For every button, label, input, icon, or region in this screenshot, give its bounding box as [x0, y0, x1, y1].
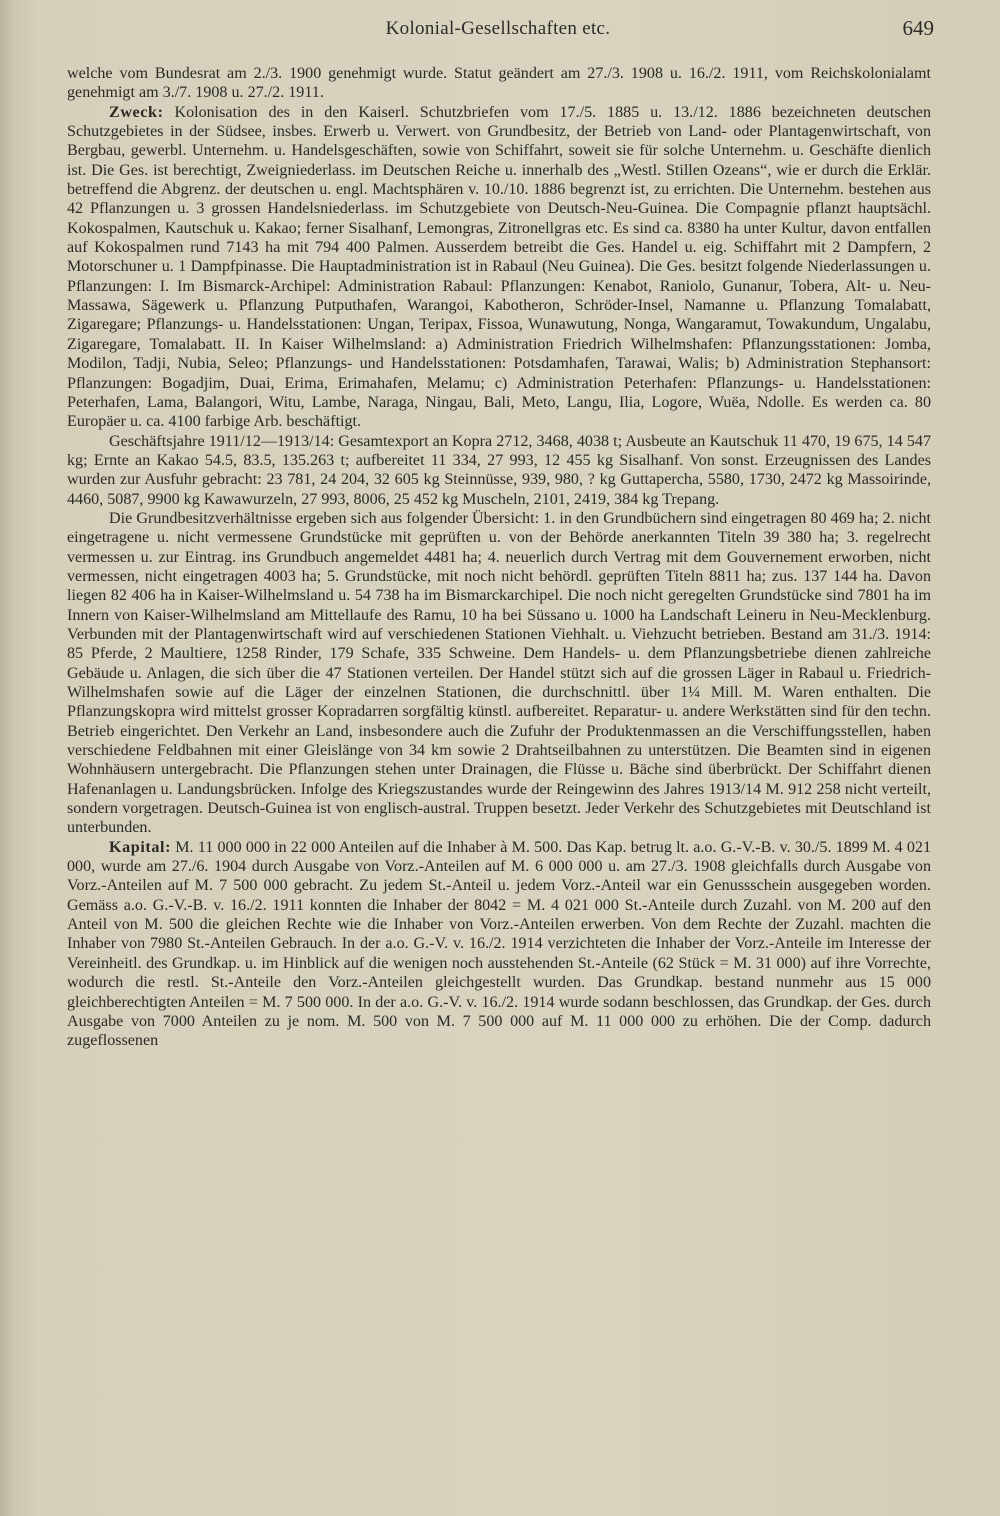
section-label-zweck: Zweck: — [109, 103, 164, 121]
section-label-kapital: Kapital: — [109, 838, 172, 856]
paragraph-grundbesitz — [67, 509, 931, 838]
paragraph-kapital — [67, 838, 931, 1051]
page-number: 649 — [902, 16, 934, 40]
paragraph-statute — [67, 64, 931, 103]
page-header — [62, 14, 934, 44]
running-title: Kolonial-Gesellschaften etc. — [385, 18, 611, 39]
paragraph-zweck-text: Kolonisation des in den Kaiserl. Schutzbriefen vom 17./5. 1885 u. 13./12. 1886 bezeichneten deutschen Schutzgebietes in der Südsee, insbes. Erwerb u. Verwert. von Grundbesitz, der Betrieb von Land- oder Plantagenwirtschaft, von Bergbau, gewerbl. Unternehm. u. Handelsgeschäften, sowie von Schiffahrt, soweit sie für solche Unternehm. u. Geschäfte dienlich ist. Die Ges. ist berechtigt, Zweigniederlass. im Deutschen Reiche u. innerhalb des „Westl. Stillen Ozeans“, wie er durch die Erklär. betreffend die Abgrenz. der deutschen u. engl. Machtsphären v. 10./10. 1886 begrenzt ist, zu errichten. Die Unternehm. bestehen aus 42 Pflanzungen u. 3 grossen Handelsniederlass. im Schutzgebiete von Deutsch-Neu-Guinea. Die Compagnie pflanzt hauptsächl. Kokospalmen, Kautschuk u. Kakao; ferner Sisalhanf, Lemongras, Zitronellgras etc. Es sind ca. 8380 ha unter Kultur, davon entfallen auf Kokospalmen rund 7143 ha mit 794 400 Palmen. Ausserdem betreibt die Ges. Handel u. eig. Schiffahrt mit 2 Dampfern, 2 Motorschuner u. 1 Dampfpinasse. Die Hauptadministration ist in Rabaul (Neu Guinea). Die Ges. besitzt folgende Niederlassungen u. Pflanzungen: I. Im Bismarck-Archipel: Administration Rabaul: Pflanzungen: Kenabot, Raniolo, Gunanur, Tobera, Alt- u. Neu-Massawa, Sägewerk u. Pflanzung Putputhafen, Warangoi, Kabotheron, Schröder-Insel, Namanne u. Pflanzung Tomalabatt, Zigaregare; Pflanzungs- u. Handelsstationen: Ungan, Teripax, Fissoa, Wunawutung, Nonga, Wangaramut, Towakundum, Ungalabu, Zigaregare, Tomalabatt. II. In Kaiser Wilhelmsland: a) Administration Friedrich Wilhelmshafen: Pflanzungsstationen: Jomba, Modilon, Tadji, Nubia, Seleo; Pflanzungs- und Handelsstationen: Potsdamhafen, Tarawai, Walis; b) Administration Stephansort: Pflanzungen: Bogadjim, Duai, Erima, Erimahafen, Melamu; c) Administration Peterhafen: Pflanzungs- u. Handelsstationen: Peterhafen, Lama, Balangori, Witu, Lambe, Naraga, Ningau, Bali, Meto, Langu, Ilia, Logore, Wuëa, Ndolle. Es werden ca. 80 Europäer u. ca. 4100 farbige Arb. beschäftigt. — [67, 103, 931, 431]
paragraph-geschaeftsjahre — [67, 432, 931, 509]
paragraph-geschaeftsjahre-text: Geschäftsjahre 1911/12—1913/14: Gesamtexport an Kopra 2712, 3468, 4038 t; Ausbeute an Kautschuk 11 470, 19 675, 14 547 kg; Ernte an Kakao 54.5, 83.5, 135.263 t; aufbereitet 11 334, 27 993, 12 455 kg Sisalhanf. Von sonst. Erzeugnissen des Landes wurden zur Ausfuhr gebracht: 23 781, 24 204, 32 605 kg Steinnüsse, 939, 980, ? kg Guttapercha, 5580, 1730, 2472 kg Massoirinde, 4460, 5087, 9900 kg Kawawurzeln, 27 993, 8006, 25 452 kg Muscheln, 2101, 2419, 384 kg Trepang. — [67, 432, 931, 508]
paragraph-zweck — [67, 103, 931, 432]
paragraph-statute-text: welche vom Bundesrat am 2./3. 1900 genehmigt wurde. Statut geändert am 27./3. 1908 u. 16./2. 1911, vom Reichskolonialamt genehmigt am 3./7. 1908 u. 27./2. 1911. — [67, 65, 931, 102]
paragraph-grundbesitz-text: Die Grundbesitzverhältnisse ergeben sich aus folgender Übersicht: 1. in den Grundbüchern sind eingetragen 80 469 ha; 2. nicht eingetragene u. nicht vermessene Grundstücke mit geprüften u. von der Behörde anerkannten Titeln 39 380 ha; 3. regelrecht vermessen u. zur Eintrag. ins Grundbuch angemeldet 4481 ha; 4. neuerlich durch Vertrag mit dem Gouvernement erworben, nicht vermessen, nicht eingetragen 4003 ha; 5. Grundstücke, mit noch nicht behördl. geprüften Titeln 8811 ha; zus. 137 144 ha. Davon liegen 82 406 ha in Kaiser-Wilhelmsland u. 54 738 ha im Bismarckarchipel. Die noch nicht geregelten Grundstücke sind 7801 ha im Innern von Kaiser-Wilhelmsland am Mittellaufe des Ramu, 10 ha bei Süssano u. 1000 ha Landschaft Leineru in Neu-Mecklenburg. Verbunden mit der Plantagenwirtschaft wird auf verschiedenen Stationen Viehhalt. u. Viehzucht betrieben. Bestand am 31./3. 1914: 85 Pferde, 2 Maultiere, 1258 Rinder, 179 Schafe, 335 Schweine. Dem Handels- u. dem Pflanzungsbetriebe dienen zahlreiche Gebäude u. Anlagen, die sich über die 47 Stationen verteilen. Der Handel stützt sich auf die grossen Läger in Rabaul u. Friedrich-Wilhelmshafen sowie auf die Läger der einzelnen Stationen, die durchschnittl. über 1¼ Mill. M. Waren enthalten. Die Pflanzungskopra wird mittelst grosser Kopradarren sorgfältig künstl. aufbereitet. Reparatur- u. andere Werkstätten sind für den techn. Betrieb eingerichtet. Den Verkehr an Land, insbesondere auch die Zufuhr der Produktenmassen an die Verschiffungsstellen, haben verschiedene Feldbahnen mit einer Gleislänge von 34 km sowie 2 Drahtseilbahnen zu unterstützen. Die Beamten sind in eigenen Wohnhäusern untergebracht. Die Pflanzungen stehen unter Drainagen, die Flüsse u. Bäche sind überbrückt. Der Schiffahrt dienen Hafenanlagen u. Landungsbrücken. Infolge des Kriegszustandes wurde der Reingewinn des Jahres 1913/14 M. 912 258 nicht verteilt, sondern vorgetragen. Deutsch-Guinea ist von englisch-austral. Truppen besetzt. Jeder Verkehr des Schutzgebietes mit Deutschland ist unterbunden. — [67, 509, 931, 837]
paragraph-kapital-text: M. 11 000 000 in 22 000 Anteilen auf die Inhaber à M. 500. Das Kap. betrug lt. a.o. G.-V.-B. v. 30./5. 1899 M. 4 021 000, wurde am 27./6. 1904 durch Ausgabe von Vorz.-Anteilen auf M. 6 000 000 u. am 27./3. 1908 gleichfalls durch Ausgabe von Vorz.-Anteilen auf M. 7 500 000 gebracht. Zu jedem St.-Anteil u. jedem Vorz.-Anteil war ein Genussschein ausgegeben worden. Gemäss a.o. G.-V.-B. v. 16./2. 1911 konnten die Inhaber der 8042 = M. 4 021 000 St.-Anteile durch Zuzahl. von M. 200 auf den Anteil von M. 500 die gleichen Rechte wie die Inhaber von Vorz.-Anteilen erwerben. Von dem Rechte der Zuzahl. machten die Inhaber von 7980 St.-Anteilen Gebrauch. In der a.o. G.-V. v. 16./2. 1914 verzichteten die Inhaber der Vorz.-Anteile im Interesse der Vereinheitl. des Grundkap. u. im Hinblick auf die wenigen noch ausstehenden St.-Anteile (62 Stück = M. 31 000) auf ihre Vorrechte, wodurch die restl. St.-Anteile den Vorz.-Anteilen gleichgestellt wurden. Das Grundkap. bestand nunmehr aus 15 000 gleichberechtigten Anteilen = M. 7 500 000. In der a.o. G.-V. v. 16./2. 1914 wurde sodann beschlossen, das Grundkap. der Ges. durch Ausgabe von 7000 Anteilen zu je nom. M. 500 von M. 7 500 000 auf M. 11 000 000 zu erhöhen. Die der Comp. dadurch zugeflossenen — [67, 838, 931, 1050]
page-body — [67, 64, 931, 1051]
